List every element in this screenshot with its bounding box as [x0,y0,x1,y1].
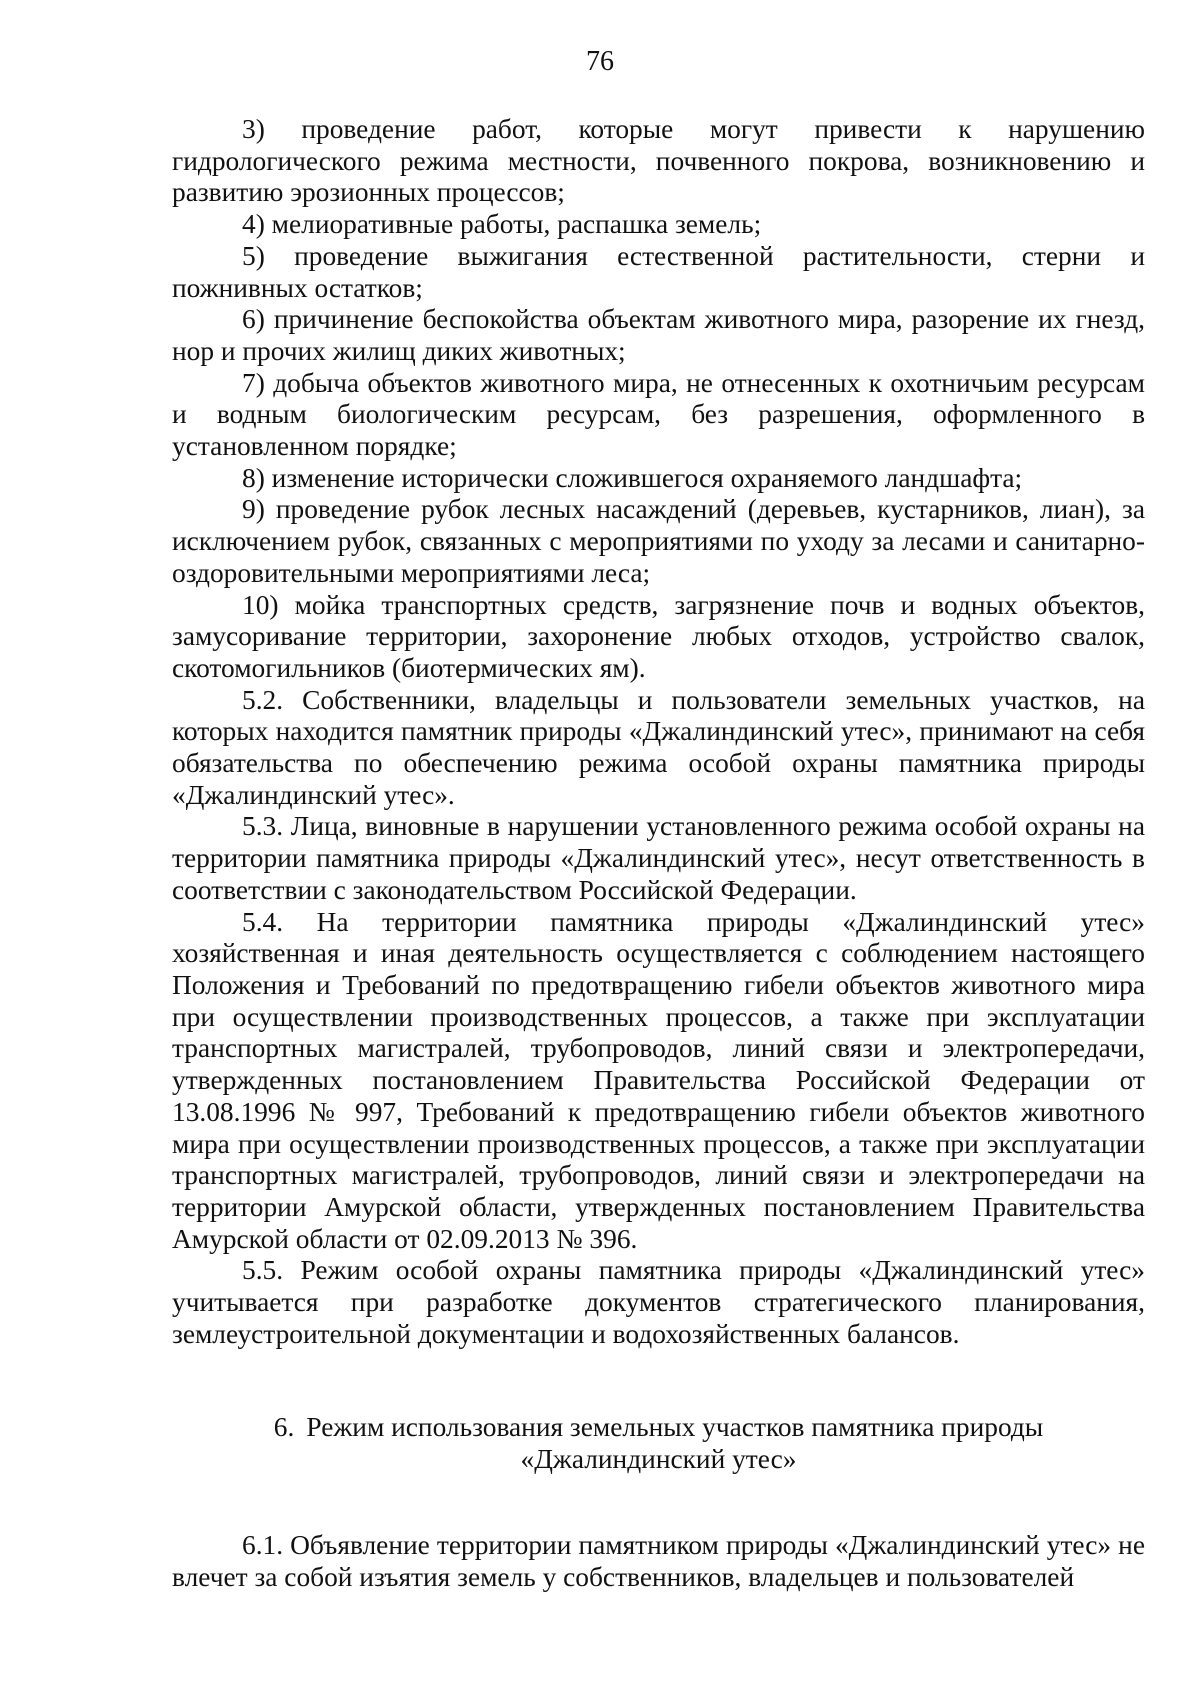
section-title: Режим использования земельных участков памятника природы «Джалиндинский утес» [306,1412,1044,1475]
document-body [172,114,1145,1593]
paragraph-5-5: 5.5. Режим особой охраны памятника природы «Джалиндинский утес» учитывается при разработке документов стратегического планирования, землеустроительной документации и водохозяйственных балансов. [172,1255,1145,1349]
section-heading [172,1412,1145,1475]
paragraph-5-2: 5.2. Собственники, владельцы и пользователи земельных участков, на которых находится памятник природы «Джалиндинский утес», принимают на себя обязательства по обеспечению режима особой охраны памятника природы «Джалиндинский утес». [172,684,1145,810]
paragraph-item-8: 8) изменение исторически сложившегося охраняемого ландшафта; [242,462,1023,493]
paragraph-5-4: 5.4. На территории памятника природы «Джалиндинский утес» хозяйственная и иная деятельность осуществляется с соблюдением настоящего Положения и Требований по предотвращению гибели объектов животного мира при осуществлении производственных процессов, а также при эксплуатации транспортных магистралей, трубопроводов, линий связи и электропередачи, утвержденных постановлением Правительства Российской Федерации от 13.08.1996 № 997, Требований к предотвращению гибели объектов животного мира при осуществлении производственных процессов, а также при эксплуатации транспортных магистралей, трубопроводов, линий связи и электропередачи на территории Амурской области, утвержденных постановлением Правительства Амурской области от 02.09.2013 № 396. [172,906,1145,1254]
paragraph-item-3: 3) проведение работ, которые могут привести к нарушению гидрологического режима местности, почвенного покрова, возникновению и развитию эрозионных процессов; [172,114,1145,208]
paragraph-item-6: 6) причинение беспокойства объектам животного мира, разорение их гнезд, нор и прочих жилищ диких животных; [172,304,1145,366]
paragraph-5-3: 5.3. Лица, виновные в нарушении установленного режима особой охраны на территории памятника природы «Джалиндинский утес», несут ответственность в соответствии с законодательством Российской Федерации. [172,811,1145,905]
section-number: 6. [273,1412,295,1443]
paragraph-item-5: 5) проведение выжигания естественной растительности, стерни и пожнивных остатков; [172,240,1145,303]
page-number: 76 [586,46,614,77]
paragraph-item-4: 4) мелиоративные работы, распашка земель; [242,209,762,240]
paragraph-6-1: 6.1. Объявление территории памятником природы «Джалиндинский утес» не влечет за собой изъятия земель у собственников, владельцев и пользователей [172,1529,1145,1592]
paragraph-item-9: 9) проведение рубок лесных насаждений (деревьев, кустарников, лиан), за исключением рубок, связанных с мероприятиями по уходу за лесами и санитарно-оздоровительными мероприятиями леса; [172,494,1145,588]
paragraph-item-10: 10) мойка транспортных средств, загрязнение почв и водных объектов, замусоривание территории, захоронение любых отходов, устройство свалок, скотомогильников (биотермических ям). [172,589,1145,683]
paragraph-item-7: 7) добыча объектов животного мира, не отнесенных к охотничьим ресурсам и водным биологическим ресурсам, без разрешения, оформленного в установленном порядке; [172,367,1145,462]
